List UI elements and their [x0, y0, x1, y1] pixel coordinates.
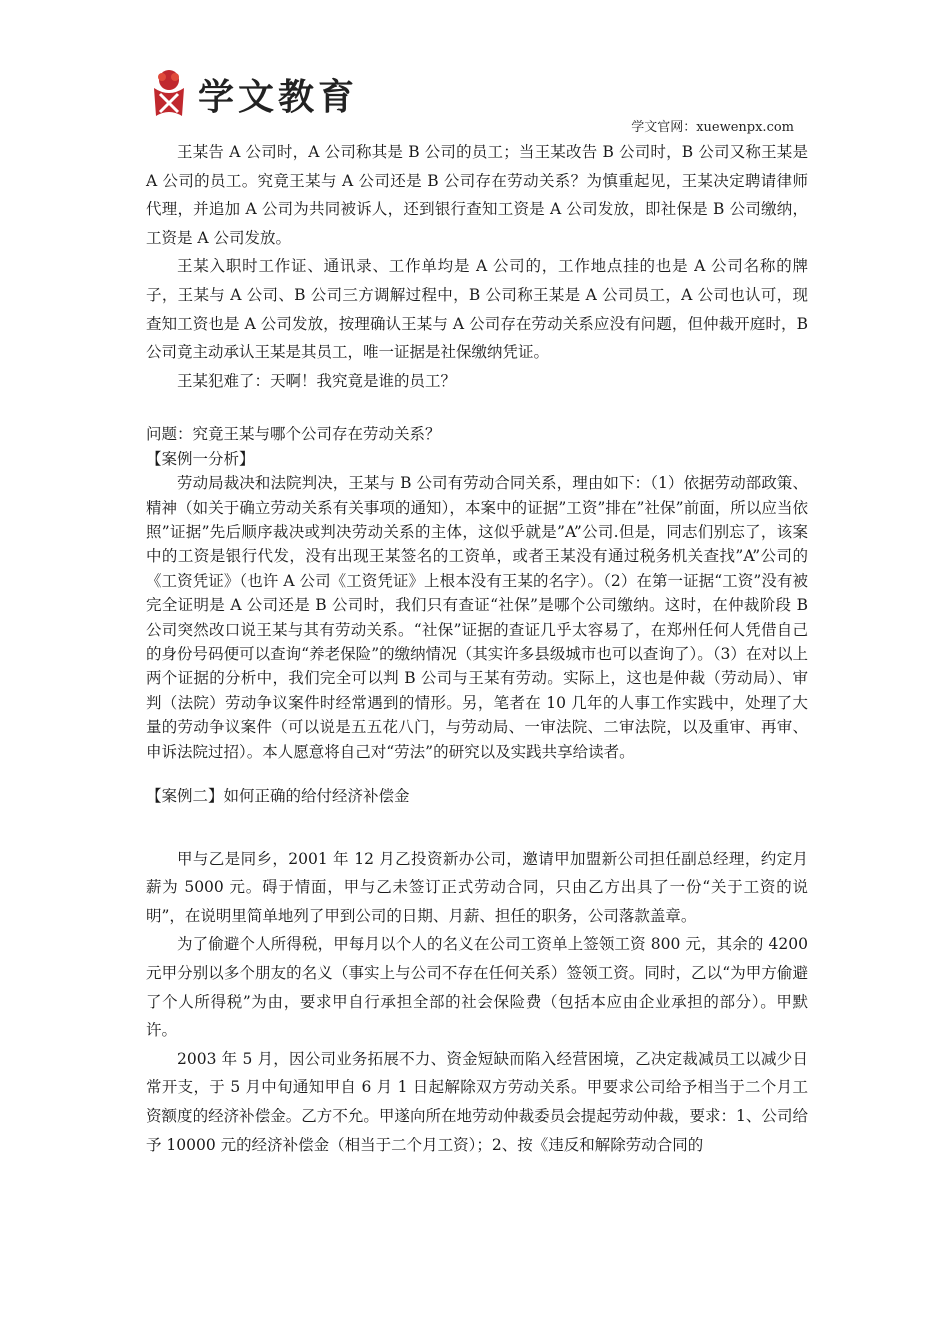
document-body: [146, 138, 808, 1159]
paragraph: 2003 年 5 月，因公司业务拓展不力、资金短缺而陷入经营困境，乙决定裁减员工以减少日常开支，于 5 月中旬通知甲自 6 月 1 日起解除双方劳动关系。甲要求公司给予相当于二个月工资额度的经济补偿金。乙方不允。甲遂向所在地劳动仲裁委员会提起劳动仲裁，要求：1、公司给予 10000 元的经济补偿金（相当于二个月工资）；2、按《违反和解除劳动合同的: [146, 1049, 808, 1154]
question-heading: 问题：究竟王某与哪个公司存在劳动关系？: [146, 425, 441, 444]
paragraph: 甲与乙是同乡，2001 年 12 月乙投资新办公司，邀请甲加盟新公司担任副总经理，约定月薪为 5000 元。碍于情面，甲与乙未签订正式劳动合同，只由乙方出具了一份“关于工资的说明”，在说明里简单地列了甲到公司的日期、月薪、担任的职务，公司落款盖章。: [146, 849, 808, 925]
paragraph: 王某告 A 公司时，A 公司称其是 B 公司的员工；当王某改告 B 公司时，B 公司又称王某是 A 公司的员工。究竟王某与 A 公司还是 B 公司存在劳动关系？为慎重起见，王某决定聘请律师代理，并追加 A 公司为共同被诉人，还到银行查知工资是 A 公司发放，即社保是 B 公司缴纳，工资是 A 公司发放。: [146, 143, 808, 247]
logo: [148, 68, 358, 120]
site-url-label[interactable]: 学文官网：xuewenpx.com: [631, 120, 794, 135]
paragraph: 为了偷避个人所得税，甲每月以个人的名义在公司工资单上签领工资 800 元，其余的 4200 元甲分别以多个朋友的名义（事实上与公司不存在任何关系）签领工资。同时，乙以“为甲方偷避了个人所得税”为由，要求甲自行承担全部的社会保险费（包括本应由企业承担的部分）。甲默许。: [146, 935, 808, 1040]
analysis-paragraph: 劳动局裁决和法院判决，王某与 B 公司有劳动合同关系，理由如下：（1）依据劳动部政策、精神（如关于确立劳动关系有关事项的通知），本案中的证据”工资”排在”社保”前面，所以应当依照”证据”先后顺序裁决或判决劳动关系的主体，这似乎就是”A”公司.但是，同志们别忘了，该案中的工资是银行代发，没有出现王某签名的工资单，或者王某没有通过税务机关查找”A”公司的《工资凭证》（也许 A 公司《工资凭证》上根本没有王某的名字）。（2）在第一证据“工资”没有被完全证明是 A 公司还是 B 公司时，我们只有查证“社保”是哪个公司缴纳。这时，在仲裁阶段 B 公司突然改口说王某与其有劳动关系。“社保”证据的查证几乎太容易了，在郑州任何人凭借自己的身份号码便可以查询“养老保险”的缴纳情况（其实许多县级城市也可以查询了）。（3）在对以上两个证据的分析中，我们完全可以判 B 公司与王某有劳动。实际上，这也是仲裁（劳动局）、审判（法院）劳动争议案件时经常遇到的情形。另，笔者在 10 几年的人事工作实践中，处理了大量的劳动争议案件（可以说是五五花八门，与劳动局、一审法院、二审法院，以及重审、再审、申诉法院过招）。本人愿意将自己对“劳法”的研究以及实践共享给读者。: [146, 474, 808, 761]
paragraph: 王某犯难了：天啊！我究竟是谁的员工？: [177, 371, 457, 390]
paragraph: 王某入职时工作证、通讯录、工作单均是 A 公司的，工作地点挂的也是 A 公司名称的牌子，王某与 A 公司、B 公司三方调解过程中，B 公司称王某是 A 公司员工，A 公司也认可，现查知工资也是 A 公司发放，按理确认王某与 A 公司存在劳动关系应没有问题，但仲裁开庭时，B 公司竟主动承认王某是其员工，唯一证据是社保缴纳凭证。: [146, 257, 808, 362]
logo-emblem-icon: [148, 68, 190, 120]
analysis-heading: 【案例一分析】: [146, 449, 255, 468]
case2-heading: 【案例二】如何正确的给付经济补偿金: [146, 787, 410, 806]
logo-text: 学文教育: [198, 75, 359, 118]
